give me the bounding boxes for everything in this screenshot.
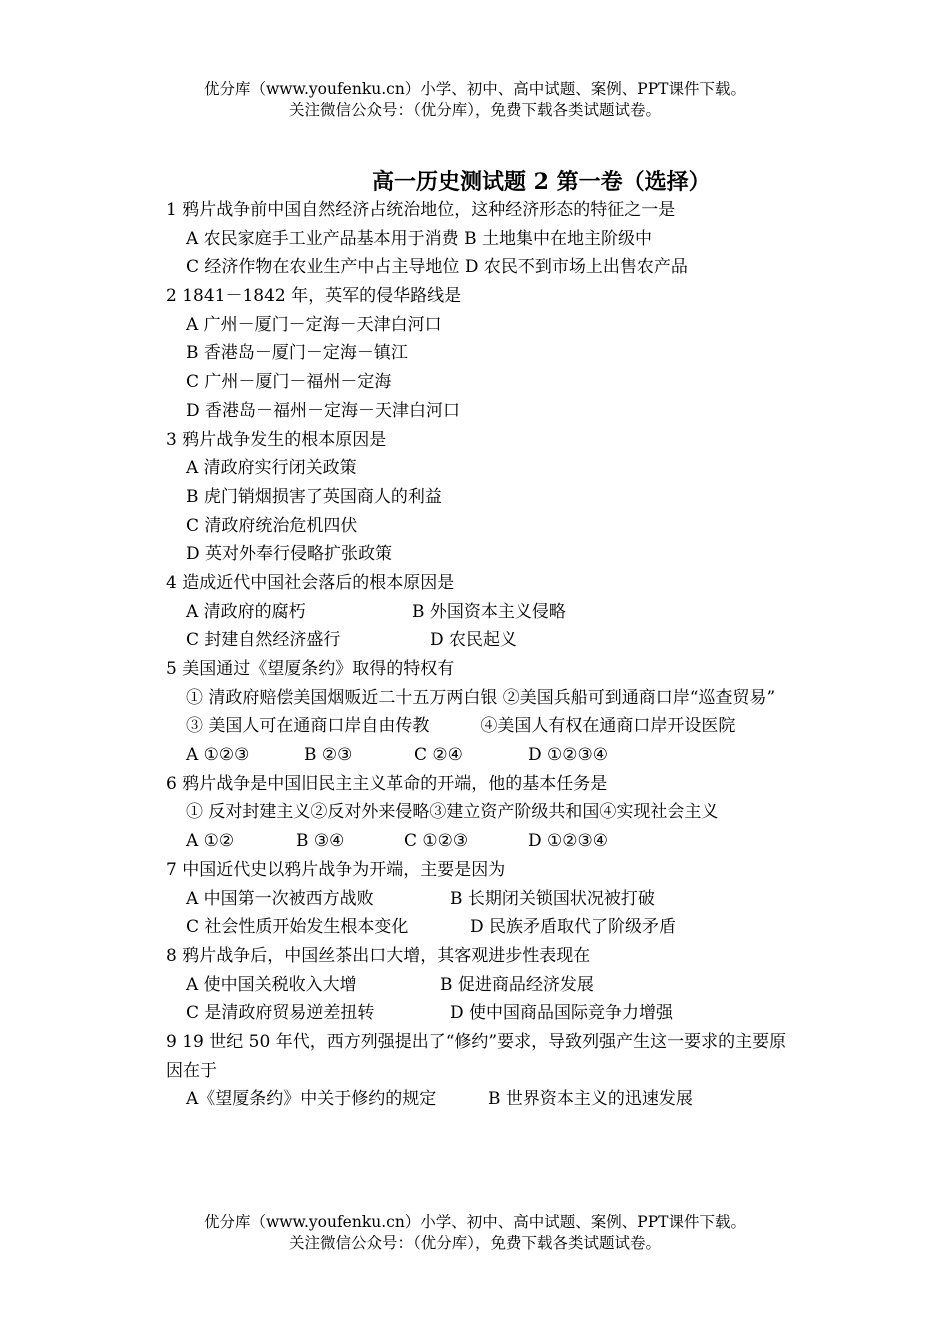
question-stem: 2 1841－1842 年，英军的侵华路线是 [166,286,462,307]
option-line [166,999,796,1028]
option-line [166,913,796,942]
question-stem: 7 中国近代史以鸦片战争为开端，主要是因为 [166,859,506,880]
option-line: C 清政府统治危机四伏 [186,515,358,536]
footer-line-1: 优分库（www.youfenku.cn）小学、初中、高中试题、案例、PPT课件下载。 [203,1213,747,1231]
question-stem: 8 鸦片战争后，中国丝茶出口大增，其客观进步性表现在 [166,945,591,966]
footer-banner [0,1212,950,1254]
option: D 农民起义 [430,630,518,651]
option-line: C 经济作物在农业生产中占主导地位 D 农民不到市场上出售农产品 [186,257,688,278]
question-stem: 5 美国通过《望厦条约》取得的特权有 [166,659,455,679]
option: B 外国资本主义侵略 [412,601,566,622]
question-list [166,196,796,1114]
option-line: A 广州－厦门－定海－天津白河口 [186,314,442,335]
option: D ①②③④ [528,745,608,766]
page-title: 高一历史测试题 2 第一卷（选择） [372,169,711,195]
option: D 使中国商品国际竞争力增强 [450,1003,674,1024]
option-line [166,971,796,1000]
option-line: D 香港岛－福州－定海－天津白河口 [186,400,461,421]
option: A ①② [186,831,235,852]
option: A 清政府的腐朽 [186,601,306,622]
option: C ①②③ [404,831,469,852]
option-line [166,598,796,627]
option: B 世界资本主义的迅速发展 [488,1089,693,1110]
option-line [166,1085,796,1114]
footer-line-2: 关注微信公众号：（优分库），免费下载各类试题试卷。 [288,1234,661,1252]
option-line [166,626,796,655]
header-line-2: 关注微信公众号：（优分库），免费下载各类试题试卷。 [288,101,661,119]
option-line: A 农民家庭手工业产品基本用于消费 B 土地集中在地主阶级中 [186,228,652,249]
option: B ③④ [296,831,345,852]
option: C 是清政府贸易逆差扭转 [186,1003,375,1024]
option-line: D 英对外奉行侵略扩张政策 [186,544,393,565]
option: A 使中国关税收入大增 [186,974,357,995]
question-stem: 6 鸦片战争是中国旧民主主义革命的开端，他的基本任务是 [166,773,608,794]
option-line [166,741,796,770]
question-stem: 1 鸦片战争前中国自然经济占统治地位，这种经济形态的特征之一是 [166,200,676,220]
option-line: A 清政府实行闭关政策 [186,458,357,479]
option: C 封建自然经济盛行 [186,630,341,651]
option: C ②④ [414,745,463,766]
option: D 民族矛盾取代了阶级矛盾 [470,917,677,938]
question-stem: 3 鸦片战争发生的根本原因是 [166,429,387,450]
header-line-1: 优分库（www.youfenku.cn）小学、初中、高中试题、案例、PPT课件下载。 [203,80,747,98]
option: C 社会性质开始发生根本变化 [186,917,409,938]
statement-line: ③ 美国人可在通商口岸自由传教 ④美国人有权在通商口岸开设医院 [186,716,736,737]
option: B ②③ [304,745,353,766]
option: D ①②③④ [528,831,608,852]
option-line: B 香港岛－厦门－定海－镇江 [186,343,408,364]
option: A ①②③ [186,745,250,766]
option: B 长期闭关锁国状况被打破 [450,888,655,909]
option: A《望厦条约》中关于修约的规定 [186,1089,437,1110]
statement-line: ① 清政府赔偿美国烟贩近二十五万两白银 ②美国兵船可到通商口岸“巡查贸易” [186,687,776,708]
option: B 促进商品经济发展 [440,974,594,995]
header-banner [0,79,950,121]
option-line: B 虎门销烟损害了英国商人的利益 [186,486,442,507]
question-stem: 9 19 世纪 50 年代，西方列强提出了“修约”要求，导致列强产生这一要求的主要原因在于 [166,1031,787,1081]
statement-line: ① 反对封建主义②反对外来侵略③建立资产阶级共和国④实现社会主义 [186,802,719,823]
option-line [166,827,796,856]
question-stem: 4 造成近代中国社会落后的根本原因是 [166,572,455,593]
option-line [166,885,796,914]
option: A 中国第一次被西方战败 [186,888,374,909]
option-line: C 广州－厦门－福州－定海 [186,372,392,393]
